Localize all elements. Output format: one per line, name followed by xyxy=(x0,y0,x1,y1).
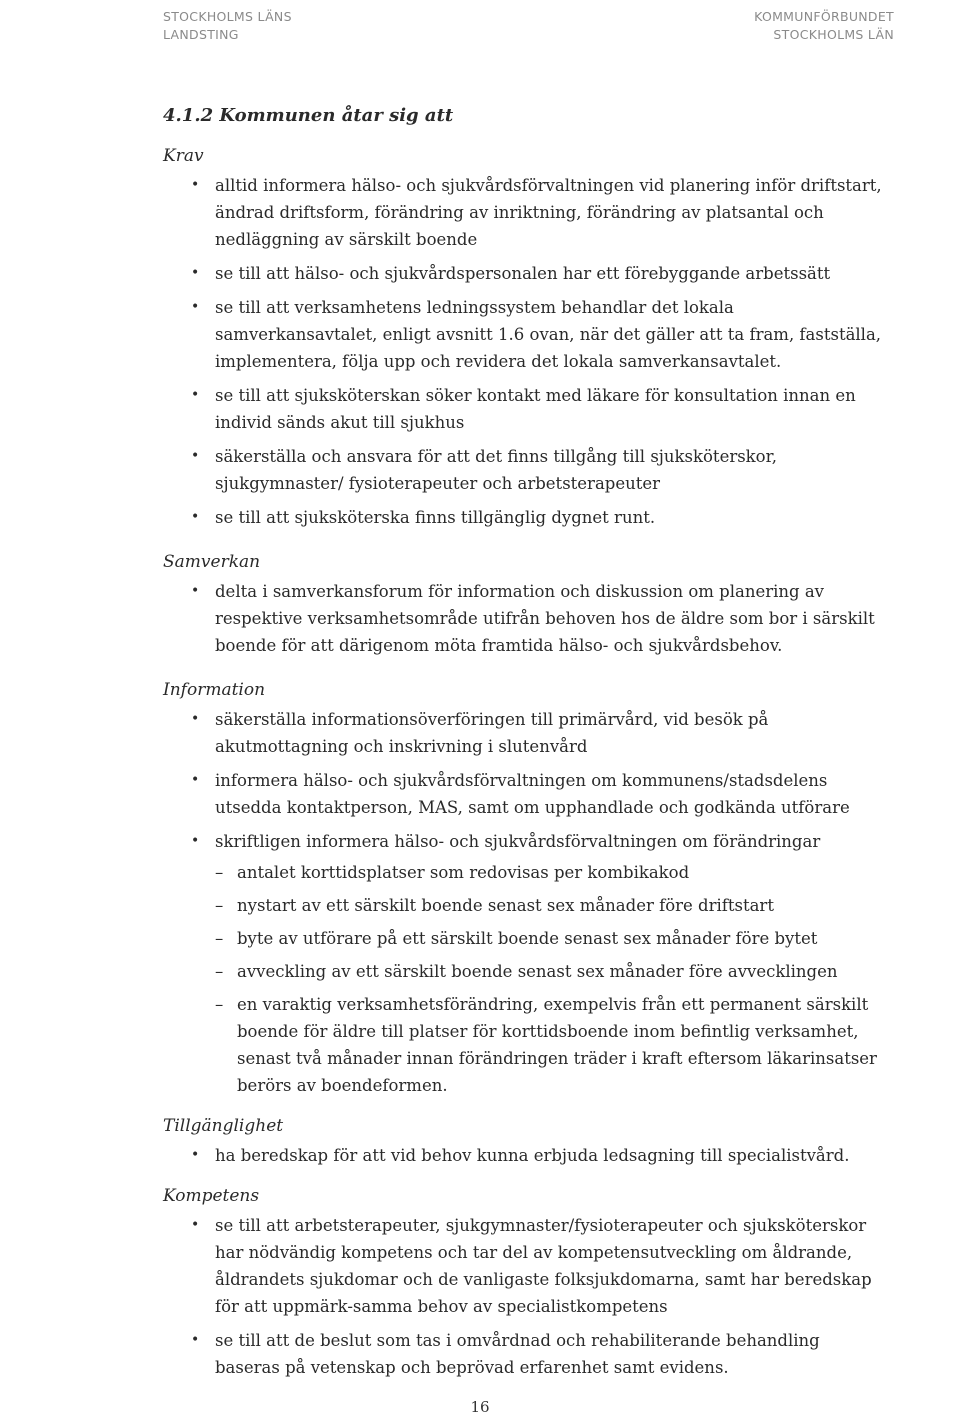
sub-list-item: – byte av utförare på ett särskilt boende senast sex månader före bytet xyxy=(215,925,883,952)
section-title: 4.1.2 Kommunen åtar sig att xyxy=(163,105,454,126)
sub-list-item: – nystart av ett särskilt boende senast sex månader före driftstart xyxy=(215,892,883,919)
information-sublist xyxy=(215,859,883,1099)
kompetens-heading: Kompetens xyxy=(163,1186,260,1206)
header-left-line1: STOCKHOLMS LÄNS xyxy=(163,9,292,24)
list-item: • se till att verksamhetens ledningssystem behandlar det lokala samverkansavtalet, enligt avsnitt 1.6 ovan, när det gäller att ta fram, fastställa, implementera, följa upp och revidera det lokala samverkansavtalet. xyxy=(163,294,883,375)
list-item-with-sublist xyxy=(163,828,883,1099)
document-body xyxy=(163,102,883,1395)
list-item: • delta i samverkansforum för information och diskussion om planering av respektive verksamhetsområde utifrån behoven hos de äldre som bor i särskilt boende för att därigenom möta framtida hälso- och sjukvårdsbehov. xyxy=(163,578,883,659)
sub-list-item: – antalet korttidsplatser som redovisas per kombikakod xyxy=(215,859,883,886)
information-list xyxy=(163,706,883,1099)
list-item: • se till att de beslut som tas i omvårdnad och rehabiliterande behandling baseras på vetenskap och beprövad erfarenhet samt evidens. xyxy=(163,1327,883,1381)
information-heading: Information xyxy=(163,680,266,700)
list-item: • informera hälso- och sjukvårdsförvaltningen om kommunens/stadsdelens utsedda kontaktperson, MAS, samt om upphandlade och godkända utförare xyxy=(163,767,883,821)
list-item: • se till att arbetsterapeuter, sjukgymnaster/fysioterapeuter och sjuksköterskor har nödvändig kompetens och tar del av kompetensutveckling om åldrande, åldrandets sjukdomar och de vanligaste folksjukdomarna, samt har beredskap för att uppmärk-samma behov av specialistkompetens xyxy=(163,1212,883,1320)
header-right-line2: STOCKHOLMS LÄN xyxy=(773,27,894,42)
krav-list xyxy=(163,172,883,531)
tillganglighet-list xyxy=(163,1142,883,1169)
list-item: • se till att sjuksköterskan söker kontakt med läkare för konsultation innan en individ sänds akut till sjukhus xyxy=(163,382,883,436)
kompetens-list xyxy=(163,1212,883,1381)
sub-list-item: – avveckling av ett särskilt boende senast sex månader före avvecklingen xyxy=(215,958,883,985)
list-item: • säkerställa och ansvara för att det finns tillgång till sjuksköterskor, sjukgymnaster/ fysioterapeuter och arbetsterapeuter xyxy=(163,443,883,497)
header-right-line1: KOMMUNFÖRBUNDET xyxy=(754,9,894,24)
list-item: • se till att hälso- och sjukvårdspersonalen har ett förebyggande arbetssätt xyxy=(163,260,883,287)
list-item: • alltid informera hälso- och sjukvårdsförvaltningen vid planering inför driftstart, ändrad driftsform, förändring av inriktning, förändring av platsantal och nedläggning av särskilt boende xyxy=(163,172,883,253)
header-left-line2: LANDSTING xyxy=(163,27,239,42)
sub-list-item: – en varaktig verksamhetsförändring, exempelvis från ett permanent särskilt boende för äldre till platser för korttidsboende inom befintlig verksamhet, senast två månader innan förändringen träder i kraft eftersom läkarinsatser berörs av boendeformen. xyxy=(215,991,883,1099)
header-left xyxy=(163,8,292,44)
tillganglighet-heading: Tillgänglighet xyxy=(163,1116,284,1136)
header-right xyxy=(754,8,894,44)
samverkan-heading: Samverkan xyxy=(163,552,261,572)
list-item: • säkerställa informationsöverföringen till primärvård, vid besök på akutmottagning och inskrivning i slutenvård xyxy=(163,706,883,760)
samverkan-list xyxy=(163,578,883,659)
krav-heading: Krav xyxy=(163,146,204,166)
list-item: • ha beredskap för att vid behov kunna erbjuda ledsagning till specialistvård. xyxy=(163,1142,883,1169)
list-item: • se till att sjuksköterska finns tillgänglig dygnet runt. xyxy=(163,504,883,531)
page-number: 16 xyxy=(470,1398,490,1416)
list-item-text: skriftligen informera hälso- och sjukvårdsförvaltningen om förändringar xyxy=(215,832,821,851)
